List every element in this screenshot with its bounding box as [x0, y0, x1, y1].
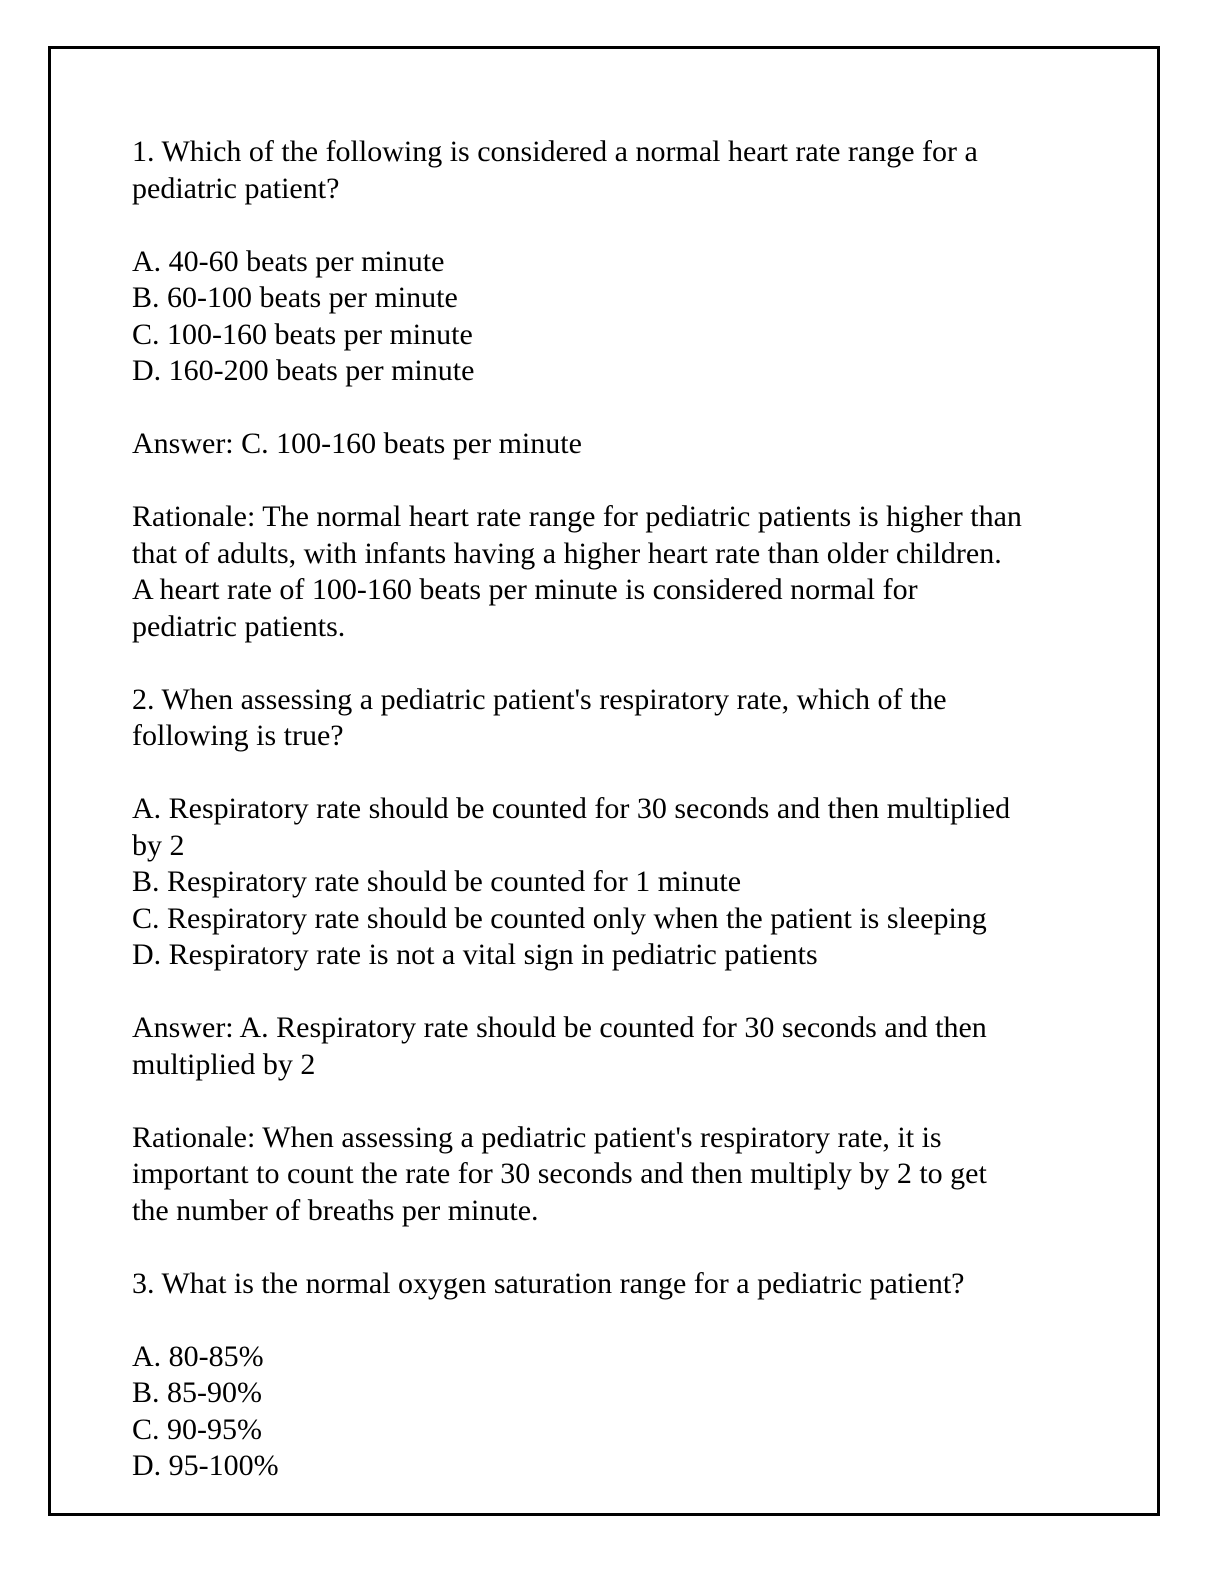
spacer: [132, 390, 1092, 427]
question-1-text: 1. Which of the following is considered a normal heart rate range for a: [132, 135, 978, 168]
question-2-rationale: important to count the rate for 30 seconds and then multiply by 2 to get: [132, 1157, 987, 1190]
question-2-option-d: D. Respiratory rate is not a vital sign in pediatric patients: [132, 938, 818, 971]
spacer: [132, 1302, 1092, 1339]
question-1-option-b: B. 60-100 beats per minute: [132, 281, 458, 314]
question-3-option-c: C. 90-95%: [132, 1412, 262, 1446]
question-1-rationale: that of adults, with infants having a higher heart rate than older children.: [132, 536, 1002, 570]
spacer: [132, 645, 1092, 682]
question-3-text: 3. What is the normal oxygen saturation range for a pediatric patient?: [132, 1266, 965, 1300]
question-3-option-d: D. 95-100%: [132, 1449, 279, 1482]
question-3-option-a: A. 80-85%: [132, 1339, 264, 1373]
question-1-rationale: A heart rate of 100-160 beats per minute is considered normal for: [132, 573, 918, 606]
question-1-option-d: D. 160-200 beats per minute: [132, 354, 475, 387]
spacer: [132, 974, 1092, 1011]
question-1-text: pediatric patient?: [132, 171, 340, 205]
question-1-option-a: A. 40-60 beats per minute: [132, 244, 445, 278]
question-2-rationale: the number of breaths per minute.: [132, 1193, 539, 1227]
question-2-option-c: C. Respiratory rate should be counted only when the patient is sleeping: [132, 901, 987, 935]
spacer: [132, 463, 1092, 500]
question-2-answer: Answer: A. Respiratory rate should be counted for 30 seconds and then: [132, 1011, 987, 1044]
question-1-answer: Answer: C. 100-160 beats per minute: [132, 427, 582, 460]
question-2-option-a: A. Respiratory rate should be counted for 30 seconds and then multiplied: [132, 792, 1011, 825]
question-1-option-c: C. 100-160 beats per minute: [132, 317, 473, 351]
question-1-rationale: Rationale: The normal heart rate range for pediatric patients is higher than: [132, 500, 1022, 533]
question-1-rationale: pediatric patients.: [132, 609, 346, 643]
question-2-answer: multiplied by 2: [132, 1047, 316, 1081]
spacer: [132, 1083, 1092, 1120]
question-3-option-b: B. 85-90%: [132, 1376, 262, 1409]
spacer: [132, 207, 1092, 244]
question-2-rationale: Rationale: When assessing a pediatric patient's respiratory rate, it is: [132, 1120, 942, 1154]
document-body: [132, 134, 1092, 1485]
question-2-text: 2. When assessing a pediatric patient's respiratory rate, which of the: [132, 682, 947, 716]
spacer: [132, 1229, 1092, 1266]
spacer: [132, 755, 1092, 792]
question-2-text: following is true?: [132, 719, 344, 752]
question-2-option-a: by 2: [132, 828, 185, 862]
question-2-option-b: B. Respiratory rate should be counted for 1 minute: [132, 865, 742, 898]
